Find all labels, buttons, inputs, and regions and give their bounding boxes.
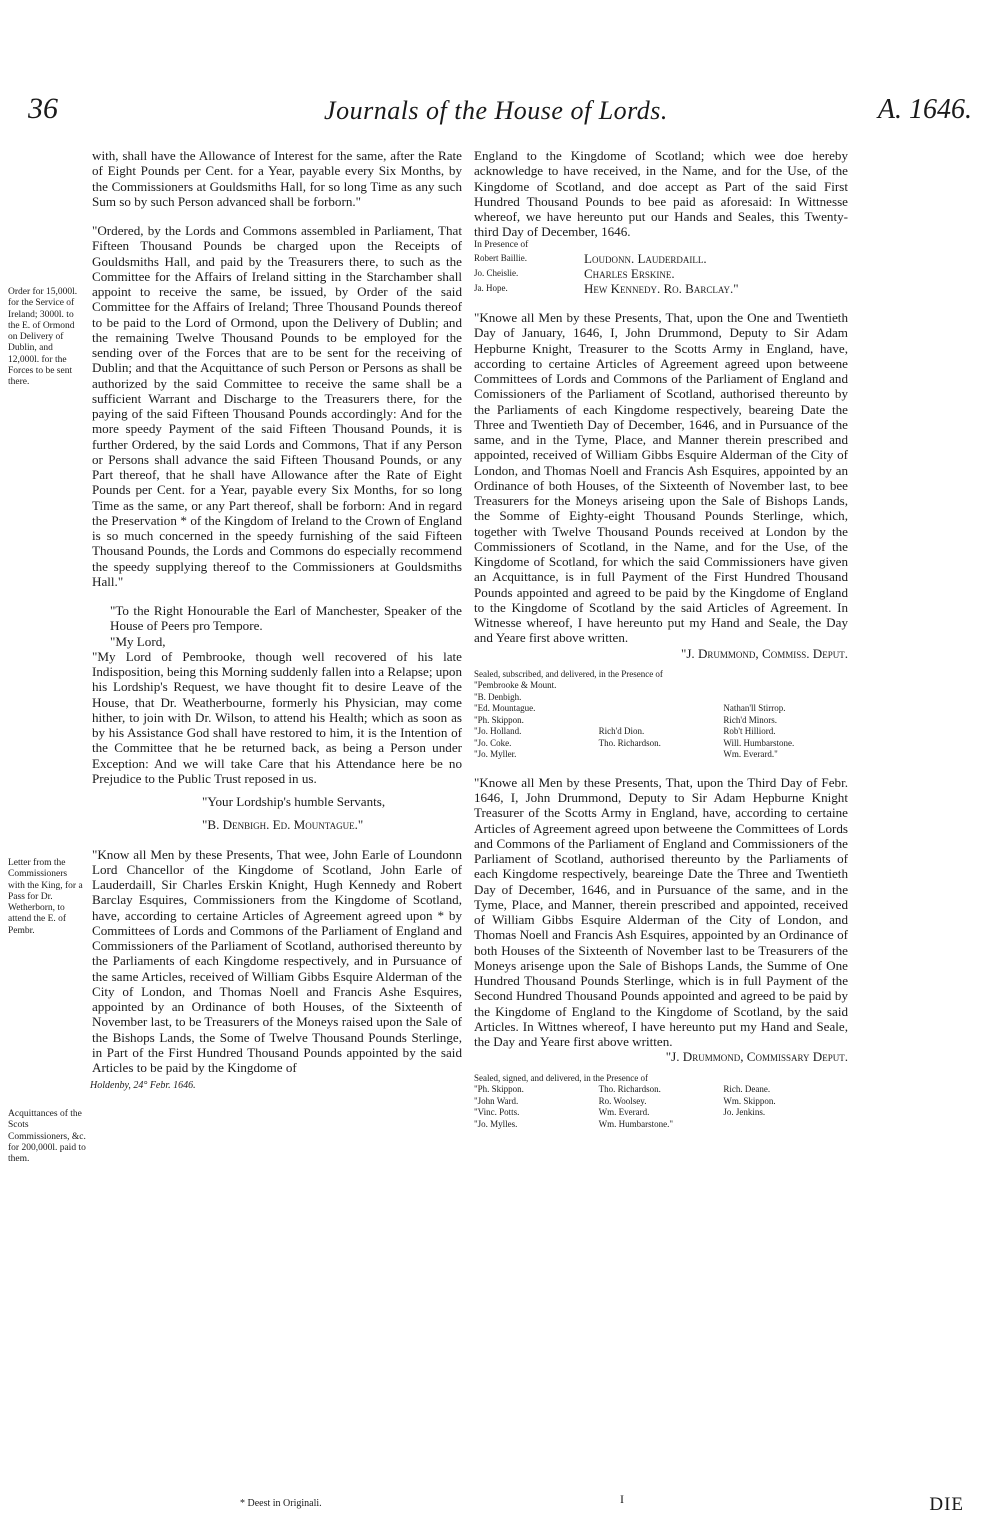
witness-row: "Jo. Coke. Tho. Richardson. Will. Humbarstone. xyxy=(474,737,795,748)
receipt-2-signature: "J. Drummond, Commissary Deput. xyxy=(665,1049,848,1065)
witness-row: "John Ward. Ro. Woolsey. Wm. Skippon. xyxy=(474,1095,776,1106)
presence-row: Robert Baillie. Loudonn. Lauderdaill. xyxy=(474,251,707,266)
left-column xyxy=(92,148,462,1075)
sealed-label-2: Sealed, signed, and delivered, in the Presence of xyxy=(474,1072,648,1083)
footnote: * Deest in Originali. xyxy=(240,1498,322,1509)
witness-list-2 xyxy=(474,1084,848,1130)
running-title: Journals of the House of Lords. xyxy=(324,96,668,125)
page-header xyxy=(0,92,992,132)
witness-row: "Pembrooke & Mount. xyxy=(474,680,557,691)
page-number: 36 xyxy=(28,92,58,125)
paragraph-acquittance: "Know all Men by these Presents, That wee, John Earle of Loundonn Lord Chancellor of the Kingdome of Scotland, John Earle of Lauderdaill, Sir Charles Erskin Knight, Hugh Kennedy and Robert Barclay Esquires, Commissioners from the Kingdome of Scotland, have, according to certaine Articles of Agreement agreed upon * by Committees of Lords and Commons of the Parliament of England and Commissioners of the Parliament of Scotland, authorised thereunto by the Parliaments of each Kingdome respectively, and in Pursuance of the same Articles, received of William Gibbs Esquire Alderman of the City of London, and Thomas Noell and Francis Ashe Esquires, appointed by an Ordinance of both Houses, of the Sixteenth of November last, to be Treasurers of the Moneys raised upon the Sale of the Bishops Lands, the Some of Twelve Thousand Pounds Sterlinge, in Part of the First Hundred Thousand Pounds appointed by the said Articles to be paid by the Kingdome of xyxy=(92,846,462,1075)
paragraph-receipt-1: "Knowe all Men by these Presents, That, upon the One and Twentieth Day of January, 1646, I, John Drummond, Deputy to Sir Adam Hepburne Knight, Treasurer to the Scotts Army in England, have, according to certaine Articles of Agreement agreed upon betweene Committees of Lords and Commons of the Parliament of England and Comissioners of the Parliament of Scotland, authorised thereunto by the Parliaments of each Kingdome respectively, beareing Date the Three and Twentieth Day of December, 1646, and in Pursuance of the same, and in the Tyme, Place, and Manner therein prescribed and appointed, received of William Gibbs Esquire Alderman of the City of London, and Thomas Noell and Francis Ash Esquires, appointed by an Ordinance of both Houses, of the Sixteenth of November last, to bee Treasurers for the Moneys ariseing upon the Sale of Bishops Lands, the Somme of Eighty-eight Thousand Pounds Sterlinge, which, together with Twelve Thousand Pounds received at London by the Commissioners of Scotland, in the Name, and for the Use, of the Kingdome of Scotland, for which the said Commissioners have given an Acquittance, is in full Payment of the First Hundred Thousand Pounds appointed and agreed to be paid by the Kingdome of England to the Kingdome of Scotland by the said Articles of Agreement. In Witnesse whereof, I have hereunto put my Hand and Seale, the Day and Yeare first above written. xyxy=(474,310,848,646)
witness-row: "Jo. Holland. Rich'd Dion. Rob't Hilliord. xyxy=(474,726,776,737)
letter-body: "My Lord of Pembrooke, though well recovered of his late Indisposition, being this Morning suddenly fallen into a Relapse; upon his Lordship's Request, we have thought fit to desire Leave of the House, that Dr. Weatherbourne, formerly his Physician, may come hither, to join with Dr. Wilson, to attend his Health; which as soon as by his Assistance God shall have restored to him, it is the Intention of the Committee that he be returned back, as being a Person under Exception: And we will take Care that his Attendance here be no Prejudice to the Public Trust reposed in us. xyxy=(92,648,462,786)
paragraph-order: "Ordered, by the Lords and Commons assembled in Parliament, That Fifteen Thousand Pounds be charged upon the Receipts of Gouldsmiths Hall, and paid by the Treasurers there, to such as the Committee for the Affairs of Ireland sitting in the Starchamber shall appoint to receive the same, be issued, by Order of the said Committee for the Affairs of Ireland; Three Thousand Pounds thereof to be paid to the Lord of Ormond, upon the Delivery of Dublin; and the remaining Twelve Thousand Pounds to be employed for the sending over of the Forces that are to be sent for the receiving of Dublin; and that the Acquittance of such Person or Persons as shall be authorized by the said Committee to receive the same shall be a sufficient Warrant and Discharge to the Treasurers there, for the paying of the said Fifteen Thousand Pounds accordingly: And for the more speedy Payment of the said Fifteen Thousand Pounds, it is further Ordered, by the said Lords and Commons, That if any Person or Persons shall advance the said Fifteen Thousand Pounds, or any Part thereof, that he shall have Allowance after the Rate of Eight Pounds per Cent. for a Year, payable every Six Months, for so long Time as the same, or any Part thereof, shall be forborn: And in regard the Preservation * of the Kingdom of Ireland to the Crown of England is so much concerned in the speedy furnishing of the said Fifteen Thousand Pounds, the Lords and Commons do especially recommend the speedy supplying thereof to the Commissioners at Gouldsmiths Hall." xyxy=(92,223,462,589)
letter-date: Holdenby, 24° Febr. 1646. xyxy=(90,1080,196,1091)
witness-row: "Ph. Skippon. Rich'd Minors. xyxy=(474,714,777,725)
paragraph-receipt-2: "Knowe all Men by these Presents, That, upon the Third Day of Febr. 1646, I, John Drummond, Deputy to Sir Adam Hepburne Knight Treasurer of the Scotts Army in England, have, according to certaine Articles of Agreement agreed upon betweene the Committees of Lords and Commons of the Parliament of England and Commissioners of the Parliament of Scotland, authorised thereunto by the Parliaments of each Kingdome respectively, beareinge Date the Three and Twentieth Day of December, 1646, and in Pursuance of the same, and in the Tyme, Place, and Manner, therein prescribed and appointed, received of William Gibbs Esquire Alderman of the City of London, and Thomas Noell and Francis Ash Esquires, appointed by an Ordinance of both Houses of the Sixteenth of November last to be Treasurers of the Moneys arisenge upon the Sale of Bishops Lands, the Summe of One Hundred Thousand Pounds Sterlinge, which is in full Payment of the Second Hundred Thousand Pounds appointed and agreed to be paid by the Kingdome of England to the Kingdome of Scotland, by the said Articles. In Wittnes whereof, I have hereunto put my Hand and Seale, the Day and Yeare first above written. xyxy=(474,774,848,1049)
margin-note-acquittances: Acquittances of the Scots Commissioners, &c. for 200,000l. paid to them. xyxy=(8,1109,86,1165)
paragraph-intro: with, shall have the Allowance of Interest for the same, after the Rate of Eight Pounds per Cent. for a Year, payable every Six Months, by the Commissioners at Gouldsmiths Hall, for so long Time as any such Sum so by such Person advanced shall be forborn." xyxy=(92,148,462,209)
letter-signature: "B. Denbigh. Ed. Mountague." xyxy=(202,817,364,833)
margin-note-letter: Letter from the Commissioners with the King, for a Pass for Dr. Wetherborn, to attend the E. of Pembr. xyxy=(8,858,83,936)
presence-row: Ja. Hope. Hew Kennedy. Ro. Barclay." xyxy=(474,281,739,296)
letter-closing: "Your Lordship's humble Servants, xyxy=(202,794,386,809)
witness-list-1 xyxy=(474,680,848,761)
presence-label: In Presence of xyxy=(474,239,529,250)
witness-row: "Ed. Mountague. Nathan'll Stirrop. xyxy=(474,703,786,714)
letter-address: "To the Right Honourable the Earl of Manchester, Speaker of the House of Peers pro Tempore. xyxy=(110,603,462,634)
witness-row: "Jo. Myller. Wm. Everard." xyxy=(474,749,778,760)
witness-row: "Vinc. Potts. Wm. Everard. Jo. Jenkins. xyxy=(474,1107,766,1117)
page-year: A. 1646. xyxy=(877,94,972,125)
right-column xyxy=(474,148,848,1130)
sealed-label-1: Sealed, subscribed, and delivered, in the Presence of xyxy=(474,668,663,679)
witness-row: "B. Denbigh. xyxy=(474,691,522,702)
receipt-1-signature: "J. Drummond, Commiss. Deput. xyxy=(680,645,848,661)
witness-row: "Jo. Mylles. Wm. Humbarstone." xyxy=(474,1118,674,1129)
paragraph-continuation: England to the Kingdome of Scotland; which wee doe hereby acknowledge to have received, in the Name, and for the Use, of the Kingdome of Scotland, and doe accept as Part of the said First Hundred Thousand Pounds to bee paid as aforesaid: In Wittnesse whereof, we have hereunto put our Hands and Seales, this Twenty-third Day of December, 1646. xyxy=(474,148,848,240)
margin-note-order: Order for 15,000l. for the Service of Ireland; 3000l. to the E. of Ormond on Delivery of Dublin, and 12,000l. for the Forces to be sent there. xyxy=(8,287,78,388)
signature-mark: I xyxy=(620,1492,624,1506)
witness-row: "Ph. Skippon. Tho. Richardson. Rich. Deane. xyxy=(474,1084,771,1094)
presence-row: Jo. Cheislie. Charles Erskine. xyxy=(474,266,675,281)
catchword: DIE xyxy=(929,1494,964,1515)
letter-salutation: "My Lord, xyxy=(110,633,166,649)
